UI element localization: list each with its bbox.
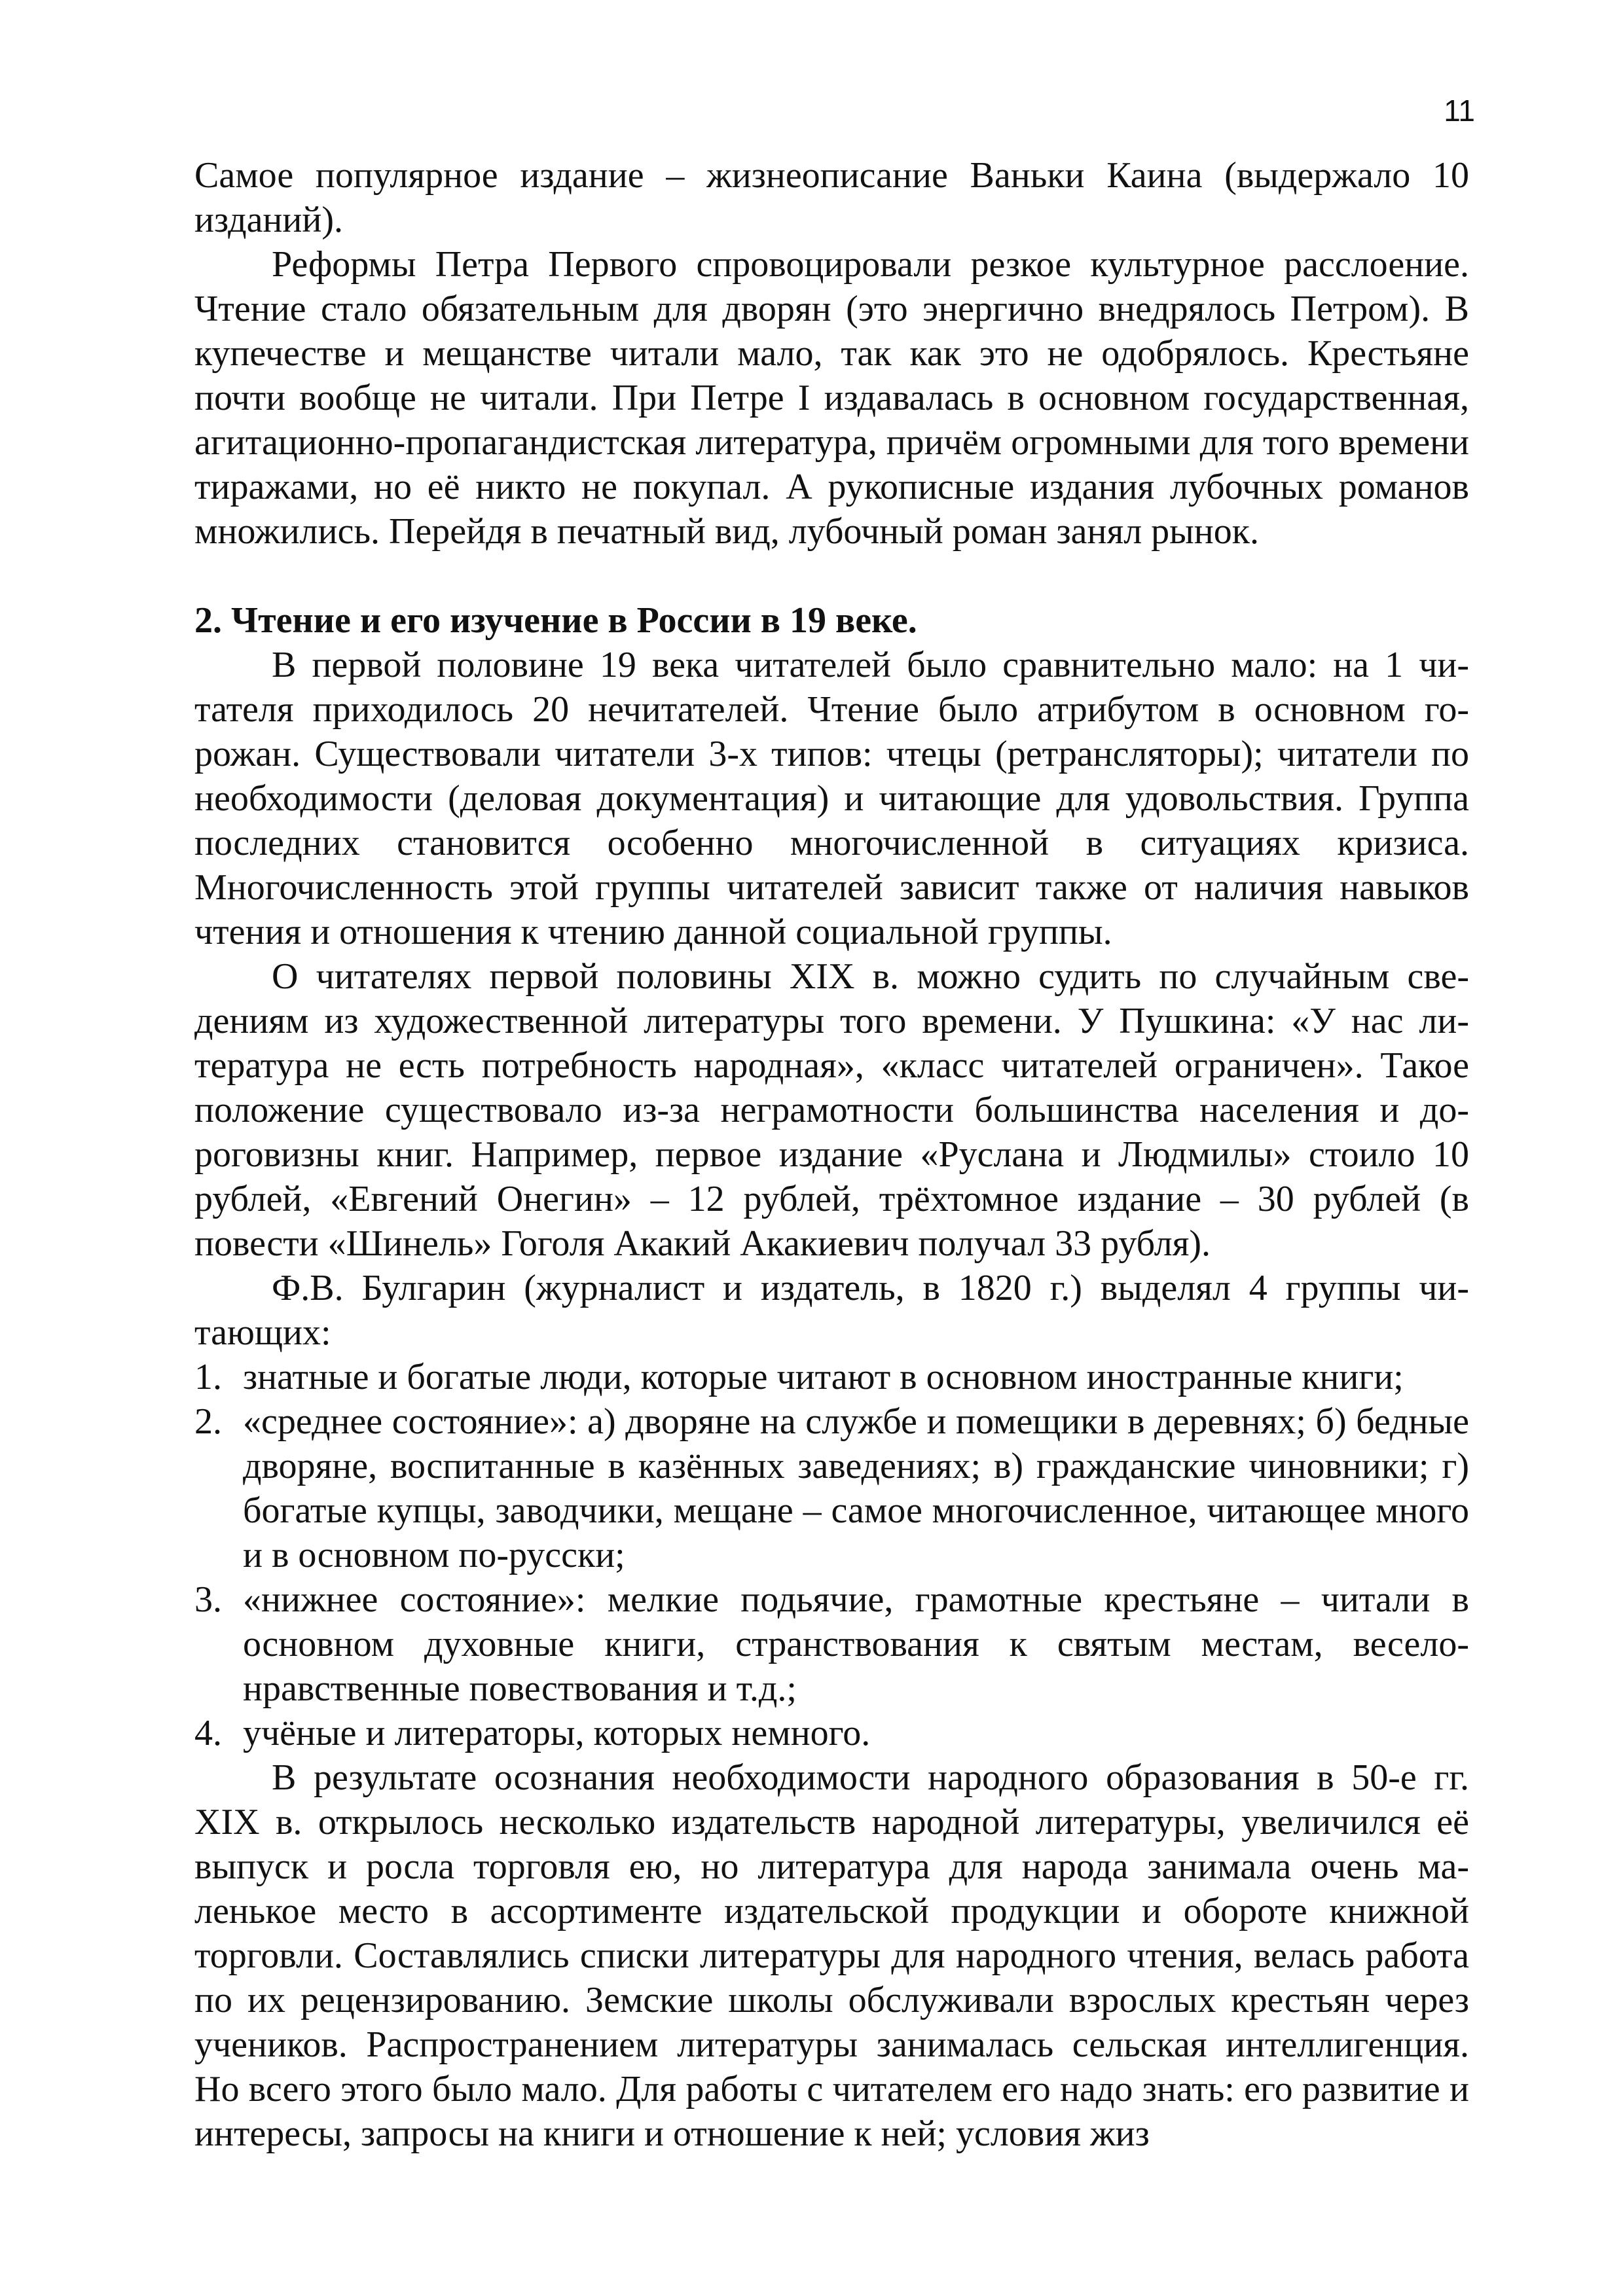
list-item-text: учёные и литераторы, которых немного. [243, 1713, 871, 1753]
list-item [194, 1355, 1469, 1399]
paragraph-intro: Самое популярное издание – жизнеописание Ваньки Каина (выдержало 10 изданий). [194, 155, 1469, 240]
paragraph-peoples-literature: В результате осознания необходимости народного образования в 50-е гг. XIX в. открылось несколько издательств народной литературы, увеличился её выпуск и росла торговля ею, но литература для народа занимала очень маленькое место в ассортименте издательской продукции и обороте книжной торговли. Составлялись списки литературы для народного чтения, велась работа по их рецензированию. Земские школы обслуживали взрослых крестьян через учеников. Распространением литературы занималась сельская интеллигенция. Но всего этого было мало. Для работы с читателем его надо знать: его развитие и интересы, запросы на книги и отношение к ней; условия жиз [194, 1757, 1469, 2154]
paragraph-readers-19th-century: В первой половине 19 века читателей было сравнительно мало: на 1 читателя приходилось 20 нечитателей. Чтение было атрибутом в основном горожан. Существовали читатели 3-х типов: чтецы (ретрансляторы); читатели по необходимости (деловая документация) и читающие для удовольствия. Группа последних становится особенно многочисленной в ситуациях кризиса. Многочисленность этой группы читателей зависит также от наличия навыков чтения и отношения к чтению данной социальной группы. [194, 645, 1469, 952]
paragraph-pushkin-readers: О читателях первой половины XIX в. можно судить по случайным сведениям из художественной литературы того времени. У Пушкина: «У нас литература не есть потребность народная», «класс читателей ограничен». Такое положение существовало из-за неграмотности большинства населения и дороговизны книг. Например, первое издание «Руслана и Людмилы» стоило 10 рублей, «Евгений Онегин» – 12 рублей, трёхтомное издание – 30 рублей (в повести «Шинель» Гоголя Акакий Акакиевич получал 33 рубля). [194, 956, 1469, 1264]
list-item-text: «нижнее состояние»: мелкие подьячие, грамотные крестьяне – читали в основном духовные книги, странствования к святым местам, веселонравственные повествования и т.д.; [243, 1579, 1469, 1709]
list-item-text: знатные и богатые люди, которые читают в основном иностранные книги; [243, 1357, 1404, 1397]
page-body [194, 153, 1469, 2156]
section-heading: 2. Чтение и его изучение в России в 19 веке. [194, 600, 917, 641]
list-item-number: 1. [194, 1357, 222, 1397]
reader-groups-list [194, 1355, 1469, 1755]
list-item-text: «среднее состояние»: а) дворяне на службе и помещики в деревнях; б) бедные дворяне, воспитанные в казённых заведениях; в) гражданские чиновники; г) богатые купцы, заводчики, мещане – самое многочисленное, читающее много и в основном по-русски; [243, 1401, 1469, 1575]
list-item [194, 1577, 1469, 1711]
paragraph-peter-reforms: Реформы Петра Первого спровоцировали резкое культурное расслоение. Чтение стало обязательным для дворян (это энергично внедрялось Петром). В купечестве и мещанстве читали мало, так как это не одобрялось. Крестьяне почти вообще не читали. При Петре I издавалась в основном государственная, агитационно-пропагандистская литература, причём огромными для того времени тиражами, но её никто не покупал. А рукописные издания лубочных романов множились. Перейдя в печатный вид, лубочный роман занял рынок. [194, 244, 1469, 552]
list-item-number: 2. [194, 1401, 222, 1442]
paragraph-bulgarin-groups: Ф.В. Булгарин (журналист и издатель, в 1820 г.) выделял 4 группы читающих: [194, 1268, 1469, 1353]
list-item-number: 3. [194, 1579, 222, 1620]
page-number: 11 [1444, 94, 1475, 128]
list-item-number: 4. [194, 1713, 222, 1753]
list-item [194, 1399, 1469, 1577]
list-item [194, 1711, 1469, 1755]
